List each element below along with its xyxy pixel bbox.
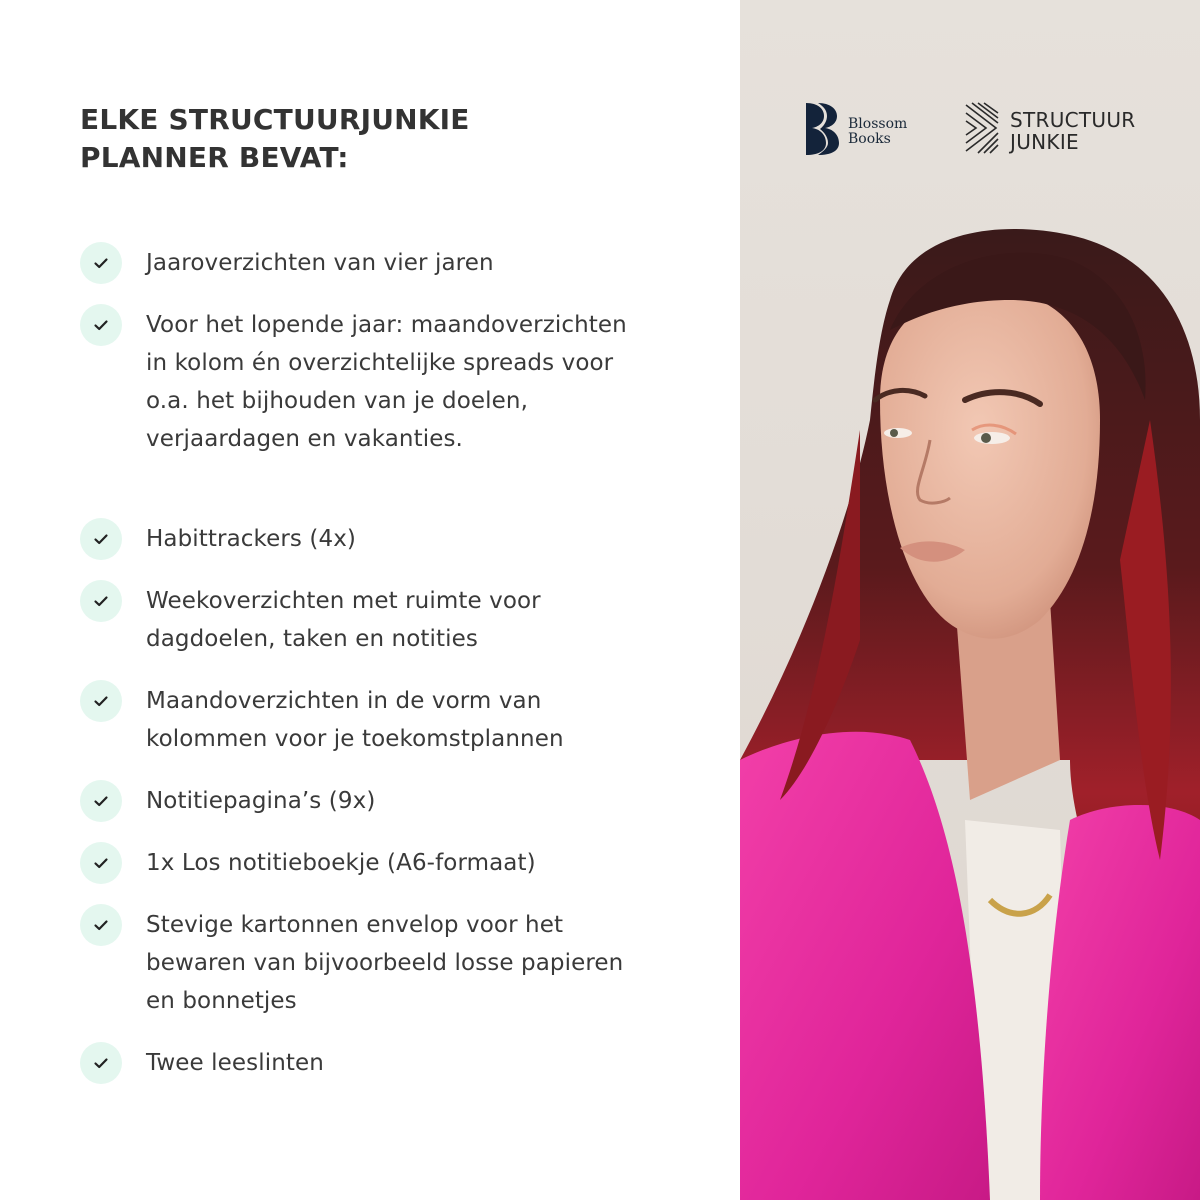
- structuur-junkie-wordmark: [1010, 109, 1136, 153]
- check-icon: [80, 580, 122, 622]
- list-item-text: Notitiepagina’s (9x): [146, 788, 376, 814]
- list-item-text: Habittrackers (4x): [146, 526, 357, 552]
- page-title: ELKE STRUCTUURJUNKIE PLANNER BEVAT:: [80, 103, 470, 174]
- check-icon: [80, 1042, 122, 1084]
- list-item: [80, 304, 680, 458]
- blossom-books-logo: [804, 101, 907, 162]
- list-item-text: Stevige kartonnen envelop voor het bewaren van bijvoorbeeld losse papieren en bonnetjes: [146, 912, 624, 1014]
- list-item: [80, 680, 680, 758]
- list-item: [80, 518, 680, 560]
- list-item-text: Voor het lopende jaar: maandoverzichten in kolom én overzichtelijke spreads voor o.a. het bijhouden van je doelen, verjaardagen en vakanties.: [146, 312, 627, 452]
- blossom-books-mark-icon: [804, 101, 840, 162]
- list-item: [80, 242, 680, 284]
- portrait-photo: [740, 0, 1200, 1200]
- list-item-text: Jaaroverzichten van vier jaren: [146, 250, 494, 276]
- check-icon: [80, 518, 122, 560]
- list-item: [80, 780, 680, 822]
- check-icon: [80, 780, 122, 822]
- check-icon: [80, 242, 122, 284]
- blossom-books-line2: Books: [848, 130, 891, 147]
- check-icon: [80, 904, 122, 946]
- photo-panel: [740, 0, 1200, 1200]
- blossom-books-wordmark: [848, 117, 907, 147]
- list-item-text: Maandoverzichten in de vorm van kolommen voor je toekomstplannen: [146, 688, 564, 752]
- blossom-books-line1: Blossom: [848, 115, 908, 132]
- list-item: [80, 904, 680, 1020]
- structuur-junkie-mark-icon: [964, 101, 1000, 160]
- check-icon: [80, 680, 122, 722]
- check-icon: [80, 304, 122, 346]
- list-item: [80, 580, 680, 658]
- check-icon: [80, 842, 122, 884]
- list-item-text: 1x Los notitieboekje (A6-formaat): [146, 850, 536, 876]
- list-item-text: Weekoverzichten met ruimte voor dagdoelen, taken en notities: [146, 588, 541, 652]
- list-item-text: Twee leeslinten: [146, 1050, 324, 1076]
- structuur-junkie-line1: STRUCTUUR: [1010, 107, 1136, 132]
- structuur-junkie-line2: JUNKIE: [1010, 129, 1079, 154]
- structuur-junkie-logo: [964, 101, 1136, 160]
- list-item: [80, 842, 680, 884]
- list-item: [80, 1042, 680, 1084]
